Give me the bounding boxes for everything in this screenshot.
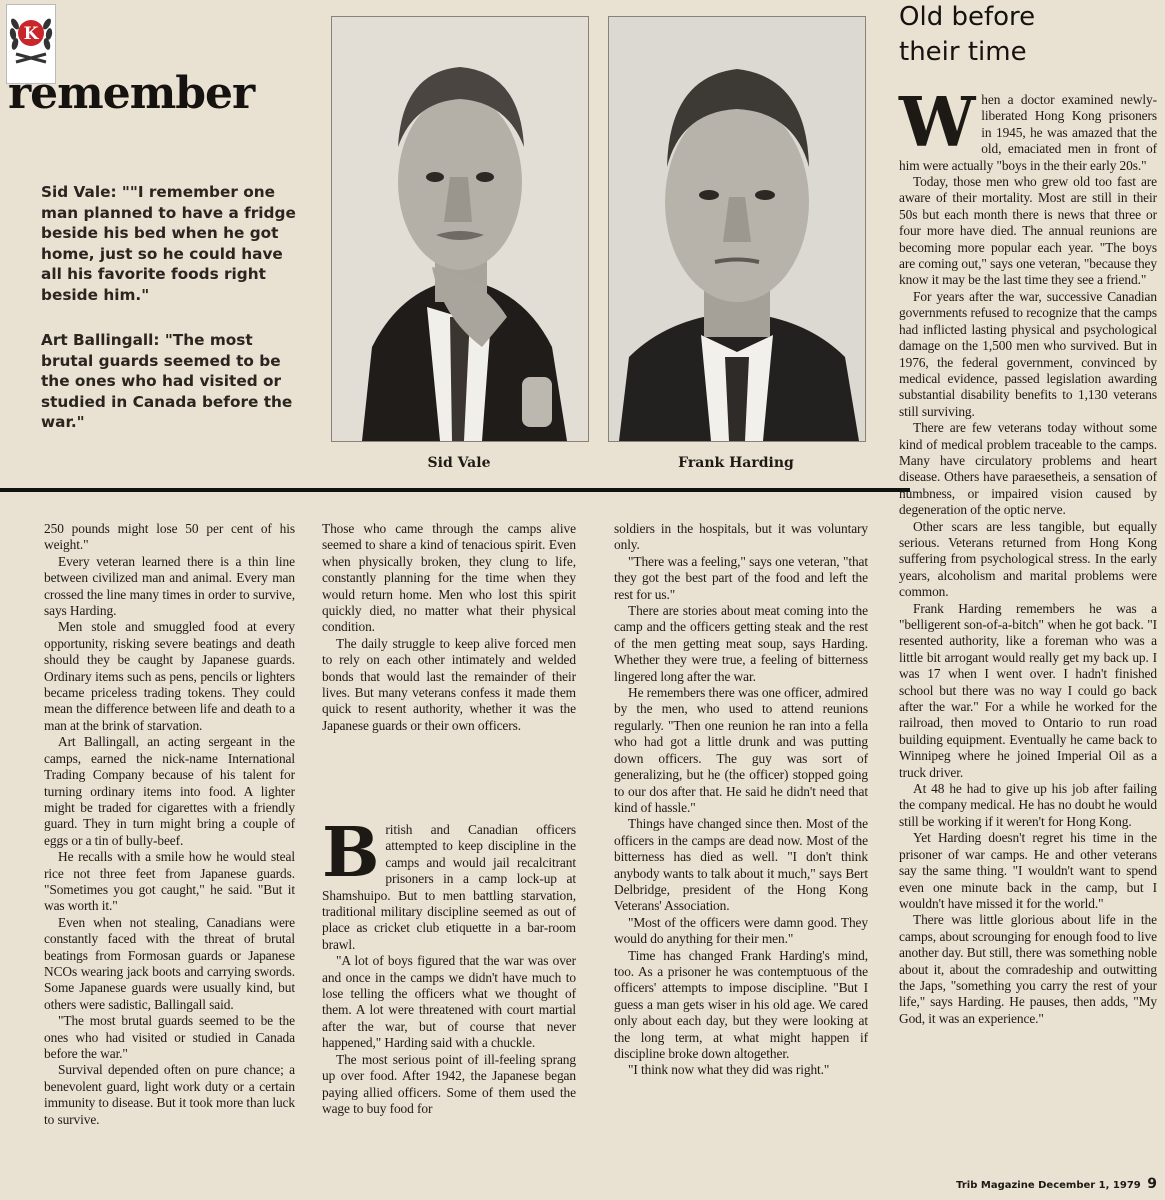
section-heading: remember	[8, 68, 255, 119]
sidebar-paragraph: Yet Harding doesn't regret his time in the prisoner of war camps. He and other veterans say the same thing. "I wouldn't want to spend even one minute back in the camp, but I wouldn't have missed it for the world."	[899, 830, 1157, 911]
portrait-illustration	[609, 17, 865, 441]
sidebar-paragraph: There are few veterans today without some kind of medical problem traceable to the camps. Many have circulatory problems and heart disease. Others have paraesetheis, a sensation of numbness, or impaired vision caused by degeneration of the optic nerve.	[899, 420, 1157, 518]
pullquote-sid-vale: Sid Vale: ""I remember one man planned to have a fridge beside his bed when he got home, just so he could have all his favorite foods right beside him."	[41, 183, 296, 304]
article-paragraph: There are stories about meat coming into the camp and the officers getting steak and the rest of the men getting meat soup, says Harding. Whether they were true, a feeling of bitterness lingered long after the war.	[614, 603, 868, 684]
article-paragraph: "A lot of boys figured that the war was over and once in the camps we didn't have much to lose telling the officers what we thought of them. A lot were threatened with court martial after the war, but of course that never happened," Harding said with a chuckle.	[322, 953, 576, 1051]
article-paragraph: "There was a feeling," says one veteran, "that they got the best part of the food and left the rest for us."	[614, 553, 868, 602]
drop-cap: W	[899, 83, 976, 163]
portrait-illustration	[332, 17, 588, 441]
horizontal-rule	[0, 488, 910, 492]
page-footer	[956, 1176, 1157, 1192]
article-column-2	[322, 521, 576, 734]
sidebar-article	[899, 83, 1157, 1027]
article-paragraph: "I think now what they did was right."	[628, 1062, 830, 1078]
pullquote-art-ballingall: Art Ballingall: "The most brutal guards seemed to be the ones who had visited or studied in Canada before the war."	[41, 331, 293, 431]
article-paragraph: "The most brutal guards seemed to be the ones who had visited or studied in Canada before the war."	[44, 1013, 295, 1061]
caption-frank-harding: Frank Harding	[678, 455, 794, 471]
article-paragraph: Art Ballingall, an acting sergeant in the camps, earned the nick-name International Trading Company because of his talent for turning ordinary items into food. A lighter might be traded for cigarettes with a friendly guard. They in turn might bring a couple of eggs or a tin of bully-beef.	[44, 734, 295, 848]
photo-sid-vale	[331, 16, 589, 442]
article-paragraph: soldiers in the hospitals, but it was voluntary only.	[614, 521, 868, 553]
article-paragraph: 250 pounds might lose 50 per cent of his weight."	[44, 521, 295, 553]
page-number: 9	[1147, 1176, 1157, 1192]
article-paragraph: Those who came through the camps alive seemed to share a kind of tenacious spirit. Even when physically broken, they clung to life, constantly planning for the time when they would return home. Men who lost this spirit quickly died, no matter what their physical condition.	[322, 521, 576, 635]
sidebar-paragraph: Today, those men who grew old too fast are aware of their mortality. Most are still in their 50s but each month there is news that three or four more have died. The annual reunions are becoming more popular each year. "The boys are coming out," says one veteran, "because they know it may be the last time they see a friend."	[899, 174, 1157, 288]
article-paragraph: He remembers there was one officer, admired by the men, who used to attend reunions regularly. "Then one reunion he ran into a fella who had got a little drunk and was putting down officers. The guy was sort of generalizing, but he (the officer) stopped going to our dos after that. He said he didn't need that kind of hassle."	[614, 685, 868, 815]
article-paragraph: He recalls with a smile how he would steal rice not three feet from Japanese guards. "Sometimes you got caught," he said. "But it was worth it."	[44, 849, 295, 914]
footer-text: Trib Magazine December 1, 1979	[956, 1180, 1141, 1191]
sidebar-paragraph: There was little glorious about life in the camps, about scrounging for enough food to live another day. But still, there was something noble about it, about the comradeship and outwitting the Japs, "something you carry the rest of your life," says Harding. He pauses, then adds, "My God, it was an experience."	[899, 912, 1157, 1026]
article-paragraph: Men stole and smuggled food at every opportunity, risking severe beatings and death should they be caught by Japanese guards. Ordinary items such as pens, pencils or lighters became priceless trading tokens. They could mean the difference between life and death to a man at the brink of starvation.	[44, 619, 295, 733]
article-paragraph: Things have changed since then. Most of the officers in the camps are dead now. Most of the bitterness has died as well. "I don't think anybody wants to talk about it much," says Bert Delbridge, president of the Hong Kong Veterans' Association.	[614, 816, 868, 914]
headline-line: Old before	[899, 2, 1036, 32]
sidebar-paragraph: Other scars are less tangible, but equally serious. Veterans returned from Hong Kong suffering from psychological stress. In the early years, alcoholism and marital problems were common.	[899, 518, 1157, 600]
article-column-3	[614, 521, 868, 1079]
sidebar-paragraph: At 48 he had to give up his job after failing the company medical. He has no doubt he would still be working if it weren't for Hong Kong.	[899, 781, 1157, 829]
article-paragraph: "Most of the officers were damn good. They would do anything for their men."	[614, 914, 868, 947]
sidebar-headline	[899, 0, 1159, 70]
article-paragraph: The daily struggle to keep alive forced men to rely on each other intimately and welded bonds that would last the remainder of their lives. But many veterans confess it made them quick to resent authority, whether it was the Japanese guards or their own officers.	[322, 635, 576, 733]
article-paragraph: Even when not stealing, Canadians were constantly faced with the threat of brutal beatings from Formosan guards or Japanese NCOs wearing jack boots and carrying swords. Some Japanese guards were usually kind, but others were sadistic, Ballingall said.	[44, 914, 295, 1012]
article-paragraph: The most serious point of ill-feeling sprang up over food. After 1942, the Japanese began paying allied officers. Some of them used the wage to buy food for	[322, 1051, 576, 1116]
article-paragraph: British and Canadian officers attempted to keep discipline in the camps and would jail recalcitrant prisoners in a camp lock-up at Shamshuipo. But to men battling starvation, traditional military discipline seemed as out of place as cricket club etiquette in a bar-room brawl.	[322, 813, 576, 952]
drop-cap: B	[322, 813, 380, 893]
photo-frank-harding	[608, 16, 866, 442]
article-paragraph: Time has changed Frank Harding's mind, too. As a prisoner he was contemptuous of the officers' attempts to impose discipline. "But I guess a man gets wiser in his old age. We cared only about each day, but they were looking at the long term, at what might happen if discipline broke down altogether.	[614, 947, 868, 1061]
article-paragraph: Every veteran learned there is a thin line between civilized man and animal. Every man crossed the line many times in order to survive, says Harding.	[44, 553, 295, 619]
sidebar-paragraph: When a doctor examined newly-liberated Hong Kong prisoners in 1945, he was amazed that the old, emaciated men in front of him were actually "boys in the their early 20s."	[899, 83, 1157, 173]
logo-letter: K	[23, 24, 39, 44]
sidebar-paragraph: Frank Harding remembers he was a "belligerent son-of-a-bitch" when he got back. "I resented authority, like a foreman who was a little bit arrogant would really get my back up. I was 17 when I went over. I hadn't finished school but there was no way I could go back after the war." For a while he worked for the railroad, then moved to Ontario to run road building equipment. Eventually he came back to Winnipeg where he joined Imperial Oil as a truck driver.	[899, 600, 1157, 780]
article-column-1	[44, 521, 295, 1128]
article-paragraph: Survival depended often on pure chance; a benevolent guard, light work duty or a certain immunity to disease. But it took more than luck to survive.	[44, 1062, 295, 1127]
headline-line: their time	[899, 37, 1027, 67]
article-column-2-lower	[322, 813, 576, 1117]
sidebar-paragraph: For years after the war, successive Canadian governments refused to recognize that the camps had inflicted lasting physical and psychological damage on the 1,500 men who survived. But in 1976, the federal government, convinced by medical evidence, passed legislation awarding substantial disability benefits to 1,130 veterans still surviving.	[899, 288, 1157, 419]
caption-sid-vale: Sid Vale	[427, 455, 491, 471]
